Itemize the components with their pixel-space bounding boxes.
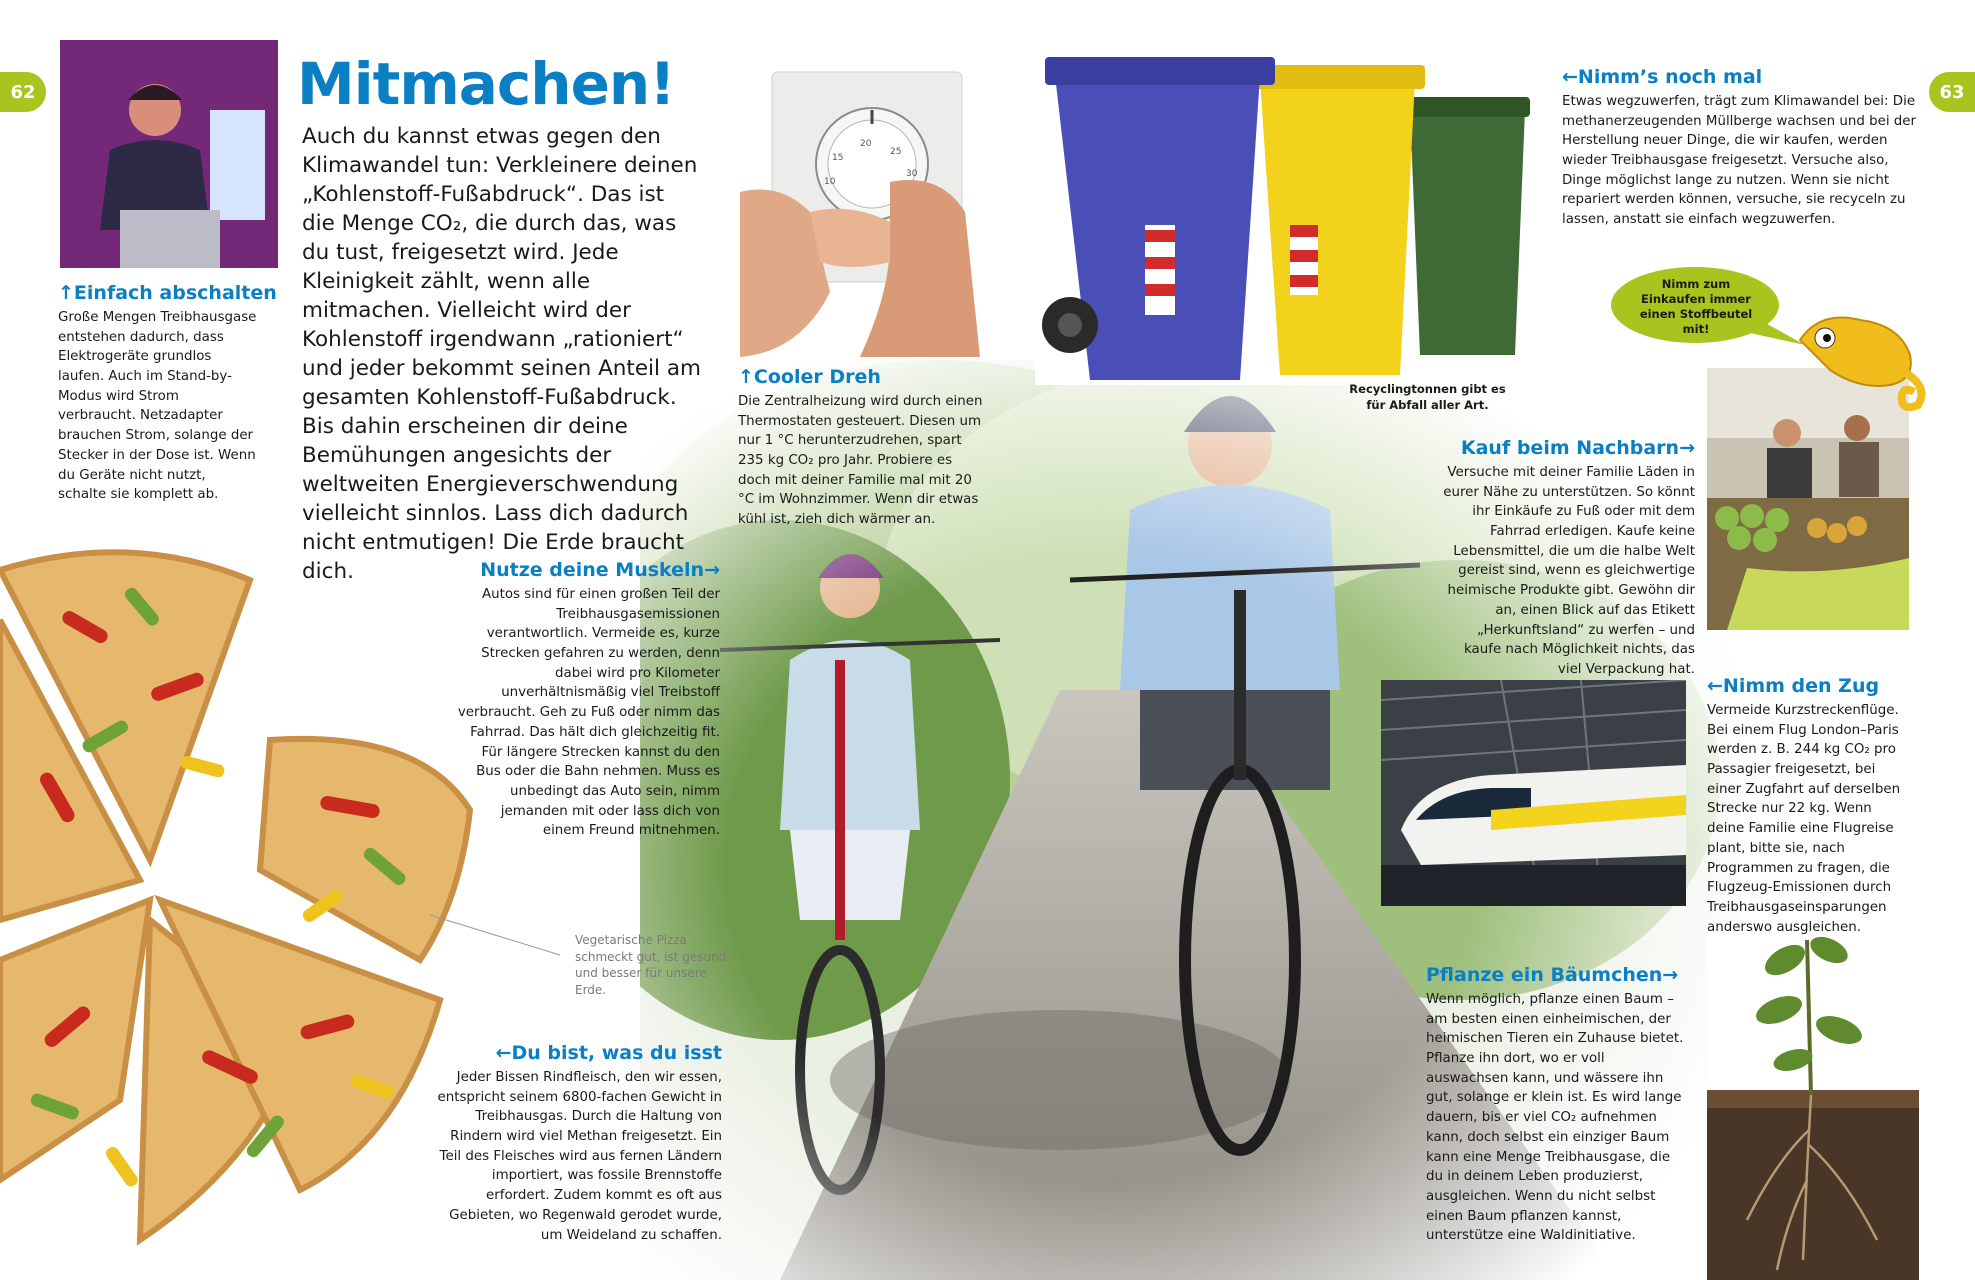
bubble-text: Nimm zum Einkaufen immer einen Stoffbeutel mit! [1639, 277, 1753, 336]
recycling-bins-photo [1035, 35, 1555, 385]
section-nochmal [1562, 67, 1920, 230]
section-text: Jeder Bissen Rindfleisch, den wir essen, entspricht seinem 6800-fachen Gewicht in Treibhausgas. Durch die Haltung von Rindern wird viel Methan freigesetzt. Ein Teil des Fleisches wird aus fernen Ländern importiert, was fossile Brennstoffe erfordert. Zudem kommt es oft aus Gebieten, wo Regenwald gerodet wurde, um Weideland zu schaffen. [437, 1069, 722, 1243]
section-text: Große Mengen Treibhausgase entstehen dadurch, dass Elektrogeräte grundlos laufen. Auch im Stand-by-Modus wird Strom verbraucht. Netzadapter brauchen Strom, solange der Stecker in der Dose ist. Wenn du Geräte nicht nutzt, schalte sie komplett ab. [58, 309, 257, 503]
train-photo [1381, 680, 1686, 906]
section-isst [425, 1043, 722, 1245]
arrow-up-icon: ↑ [58, 282, 74, 304]
section-nachbarn [1440, 438, 1695, 680]
bins-caption: Recyclingtonnen gibt es für Abfall aller Art. [1349, 382, 1506, 412]
chameleon-illustration [1790, 300, 1935, 415]
dial-label: 10 [824, 177, 836, 187]
tree-seedling-photo [1707, 920, 1919, 1280]
section-text: Versuche mit deiner Familie Läden in eurer Nähe zu unterstützen. So könnt ihr Einkäufe zu Fuß oder mit dem Fahrrad erledigen. Kaufe keine Lebensmittel, die um die halbe Welt gereist sind, wenn es gleichwertige heimische Produkte gibt. Gewöhn dir an, einen Blick auf das Etikett „Herkunftsland“ zu werfen – und kaufe nach Möglichkeit nichts, das viel Verpackung hat. [1443, 464, 1695, 677]
pizza-caption: Vegetarische Pizza schmeckt gut, ist gesund und besser für unsere Erde. [575, 933, 727, 997]
section-title: Cooler Dreh [753, 366, 881, 388]
section-text: Vermeide Kurzstreckenflüge. Bei einem Flug London–Paris werden z. B. 244 kg CO₂ pro Passagier freigesetzt, bei einer Zugfahrt auf derselben Strecke nur 22 kg. Wenn deine Familie eine Flugreise plant, bitte sie, nach Programmen zu fragen, die Flugzeug-Emissionen durch Treibhausgaseinsparungen anderswo ausgleichen. [1707, 702, 1901, 935]
arrow-right-icon: → [704, 559, 720, 581]
section-text: Etwas wegzuwerfen, trägt zum Klimawandel bei: Die methanerzeugenden Müllberge wachsen und bei der Herstellung neuer Dinge, die wir kaufen, werden wieder Treibhausgase freigesetzt. Versuche also, Dinge möglichst lange zu nutzen. Wenn sie nicht repariert werden können, versuche, sie recyceln zu lassen, anstatt sie einfach wegzuwerfen. [1562, 93, 1917, 228]
section-text: Die Zentralheizung wird durch einen Thermostaten gesteuert. Diesen um nur 1 °C herunterzudrehen, spart 235 kg CO₂ pro Jahr. Probiere es doch mit deiner Familie mal mit 20 °C im Wohnzimmer. Wenn dir etwas kühl ist, zieh dich wärmer an. [738, 393, 983, 528]
page-number-left: 62 [0, 72, 46, 112]
section-zug [1707, 676, 1912, 937]
computer-kid-photo [60, 40, 278, 268]
dial-label: 30 [906, 169, 918, 179]
section-title: Nimm’s noch mal [1577, 66, 1763, 88]
page-number-right: 63 [1929, 72, 1975, 112]
section-text: Autos sind für einen großen Teil der Treibhausgasemissionen verantwortlich. Vermeide es, kurze Strecken gefahren zu werden, denn dabei wird pro Kilometer unverhältnismäßig viel Treibstoff verbraucht. Geh zu Fuß oder nimm das Fahrrad. Das hält dich gleichzeitig fit. Für längere Strecken kannst du den Bus oder die Bahn nehmen. Muss es unbedingt das Auto sein, nimm jemanden mit oder lass dich von einem Freund mitnehmen. [457, 586, 720, 839]
arrow-right-icon: → [1662, 964, 1679, 986]
section-title: Nimm den Zug [1722, 675, 1880, 697]
dial-label: 25 [890, 147, 902, 157]
arrow-left-icon: ← [1562, 66, 1578, 88]
section-title: Nutze deine Muskeln [480, 559, 705, 581]
section-baum [1426, 965, 1688, 1246]
section-title: Pflanze ein Bäumchen [1426, 964, 1663, 986]
section-dreh [738, 367, 983, 530]
section-muskeln [455, 560, 720, 841]
thermostat-photo [740, 62, 980, 357]
speech-bubble [1610, 265, 1780, 345]
arrow-left-icon: ← [495, 1042, 512, 1064]
arrow-right-icon: → [1679, 437, 1695, 459]
dial-label: 20 [860, 139, 872, 149]
arrow-up-icon: ↑ [738, 366, 754, 388]
section-abschalten [58, 282, 277, 505]
section-title: Kauf beim Nachbarn [1460, 437, 1680, 459]
intro-text: Auch du kannst etwas gegen den Klimawandel tun: Verkleinere deinen „Kohlenstoff-Fußabdruck“. Das ist die Menge CO₂, die durch das, was du tust, freigesetzt wird. Jede Kleinigkeit zählt, wenn alle mitmachen. Vielleicht wird der Kohlenstoff irgendwann „rationiert“ und jeder bekommt seinen Anteil am gesamten Kohlenstoff-Fußabdruck. Bis dahin erscheinen dir deine Bemühungen angesichts der weltweiten Energieverschwendung vielleicht sinnlos. Lass dich dadurch nicht entmutigen! Die Erde braucht dich. [302, 124, 701, 584]
page-title: Mitmachen! [297, 50, 675, 118]
section-text: Wenn möglich, pflanze einen Baum – am besten einen einheimischen, der heimischen Tieren ein Zuhause bietet. Pflanze ihn dort, wo er voll auswachsen kann, und wässere ihn gut, solange er klein ist. Es wird lange dauern, bis er viel CO₂ aufnehmen kann, doch selbst ein einziger Baum kann eine Menge Treibhausgase, die du in deinem Leben produzierst, ausgleichen. Wenn du nicht selbst einen Baum pflanzen kannst, unterstütze eine Waldinitiative. [1426, 991, 1684, 1244]
dial-label: 15 [832, 153, 844, 163]
section-title: Einfach abschalten [73, 282, 277, 304]
arrow-left-icon: ← [1707, 675, 1723, 697]
section-title: Du bist, was du isst [511, 1042, 722, 1064]
